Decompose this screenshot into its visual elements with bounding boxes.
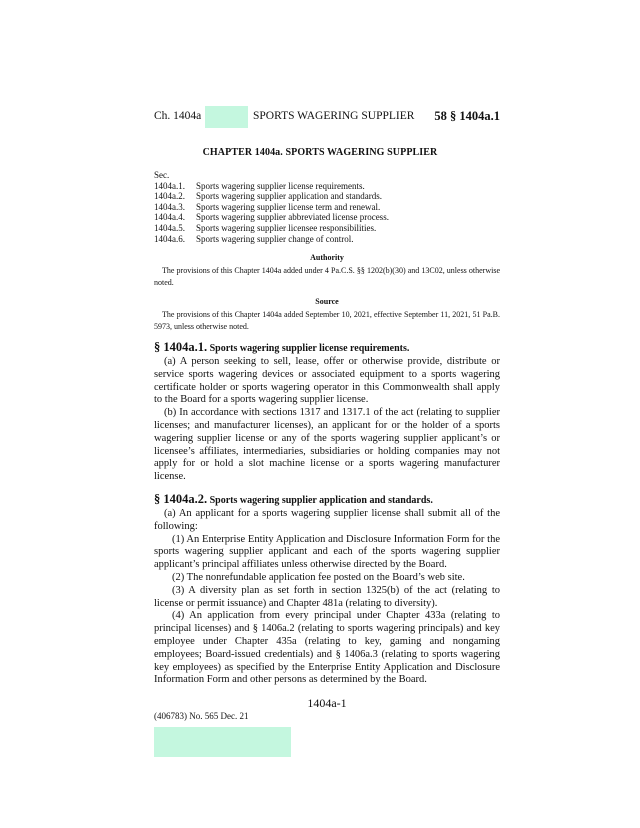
chapter-title: CHAPTER 1404a. SPORTS WAGERING SUPPLIER bbox=[202, 147, 438, 158]
highlight-mark bbox=[154, 727, 291, 757]
toc-text: Sports wagering supplier abbreviated license process. bbox=[196, 212, 389, 223]
toc-text: Sports wagering supplier licensee responsibilities. bbox=[196, 222, 377, 233]
source-heading: Source bbox=[315, 297, 339, 306]
toc-num: 1404a.2. bbox=[154, 191, 185, 202]
paragraph: (a) A person seeking to sell, lease, offer or otherwise provide, distribute or service sports wagering devices or associated equipment to a sports wagering certificate holder or sports wagering operator in this Commonwealth shall apply to the Board for a sports wagering supplier license. bbox=[154, 356, 500, 406]
footer-line: (406783) No. 565 Dec. 21 bbox=[154, 711, 249, 721]
toc-item bbox=[154, 234, 389, 245]
authority-heading: Authority bbox=[310, 253, 344, 262]
paragraph: (b) In accordance with sections 1317 and 1317.1 of the act (relating to supplier licenses; and manufacturer licenses), an applicant for or the holder of a sports wagering supplier license or any of the sports wagering supplier applicant’s or licensee’s affiliates, intermediaries, subsidiaries or holding companies may not apply for or hold a slot machine license or a sports wagering manufacturer license. bbox=[154, 407, 500, 483]
toc-item bbox=[154, 191, 389, 202]
toc-label: Sec. bbox=[154, 170, 170, 180]
toc-item bbox=[154, 202, 389, 213]
section-body bbox=[154, 508, 500, 687]
section-number: § 1404a.2. bbox=[154, 492, 208, 506]
source-text: The provisions of this Chapter 1404a added September 10, 2021, effective September 11, 2021, 51 Pa.B. 5973, unless otherwise noted. bbox=[154, 310, 500, 331]
toc-num: 1404a.6. bbox=[154, 233, 185, 244]
paragraph: (4) An application from every principal under Chapter 433a (relating to principal licenses) and § 1406a.2 (relating to sports wagering principals) and key employee under Chapter 435a (relating to key, gaming and nongaming employees; Board-issued credentials) and § 1406a.3 (relating to sports wagering key employees) as specified by the Enterprise Entity Application and Disclosure Information Form and other persons as determined by the Board. bbox=[154, 610, 500, 686]
table-of-contents bbox=[154, 170, 389, 244]
highlight-mark bbox=[205, 106, 248, 128]
page-number: 1404a-1 bbox=[307, 696, 347, 710]
section-number: § 1404a.1. bbox=[154, 340, 208, 354]
paragraph: (a) An applicant for a sports wagering supplier license shall submit all of the following: bbox=[154, 508, 500, 532]
toc-item bbox=[154, 223, 389, 234]
toc-text: Sports wagering supplier application and standards. bbox=[196, 191, 382, 202]
section-heading bbox=[154, 492, 500, 507]
authority-text: The provisions of this Chapter 1404a added under 4 Pa.C.S. §§ 1202(b)(30) and 13C02, unless otherwise noted. bbox=[154, 266, 500, 287]
paragraph: (2) The nonrefundable application fee posted on the Board’s web site. bbox=[172, 571, 465, 583]
paragraph: (3) A diversity plan as set forth in section 1325(b) of the act (relating to license or permit issuance) and Chapter 481a (relating to diversity). bbox=[154, 584, 500, 609]
section-title: Sports wagering supplier license requirements. bbox=[209, 343, 410, 354]
toc-text: Sports wagering supplier license requirements. bbox=[196, 180, 365, 191]
toc-num: 1404a.3. bbox=[154, 201, 185, 212]
section-body bbox=[154, 356, 500, 484]
toc-text: Sports wagering supplier license term and renewal. bbox=[196, 201, 381, 212]
running-header-section: 58 § 1404a.1 bbox=[434, 109, 500, 123]
toc-item bbox=[154, 212, 389, 223]
toc-num: 1404a.1. bbox=[154, 180, 185, 191]
toc-num: 1404a.5. bbox=[154, 222, 185, 233]
running-header-title: SPORTS WAGERING SUPPLIER bbox=[253, 110, 415, 122]
toc-item bbox=[154, 181, 389, 192]
section-heading bbox=[154, 340, 500, 355]
running-header-chapter: Ch. 1404a bbox=[154, 110, 202, 122]
paragraph: (1) An Enterprise Entity Application and Disclosure Information Form for the sports wagering supplier applicant and each of the sports wagering supplier applicant’s principal affiliates unless otherwise directed by the Board. bbox=[154, 533, 500, 571]
section-title: Sports wagering supplier application and standards. bbox=[209, 495, 433, 506]
toc-num: 1404a.4. bbox=[154, 212, 185, 223]
toc-text: Sports wagering supplier change of control. bbox=[196, 233, 354, 244]
